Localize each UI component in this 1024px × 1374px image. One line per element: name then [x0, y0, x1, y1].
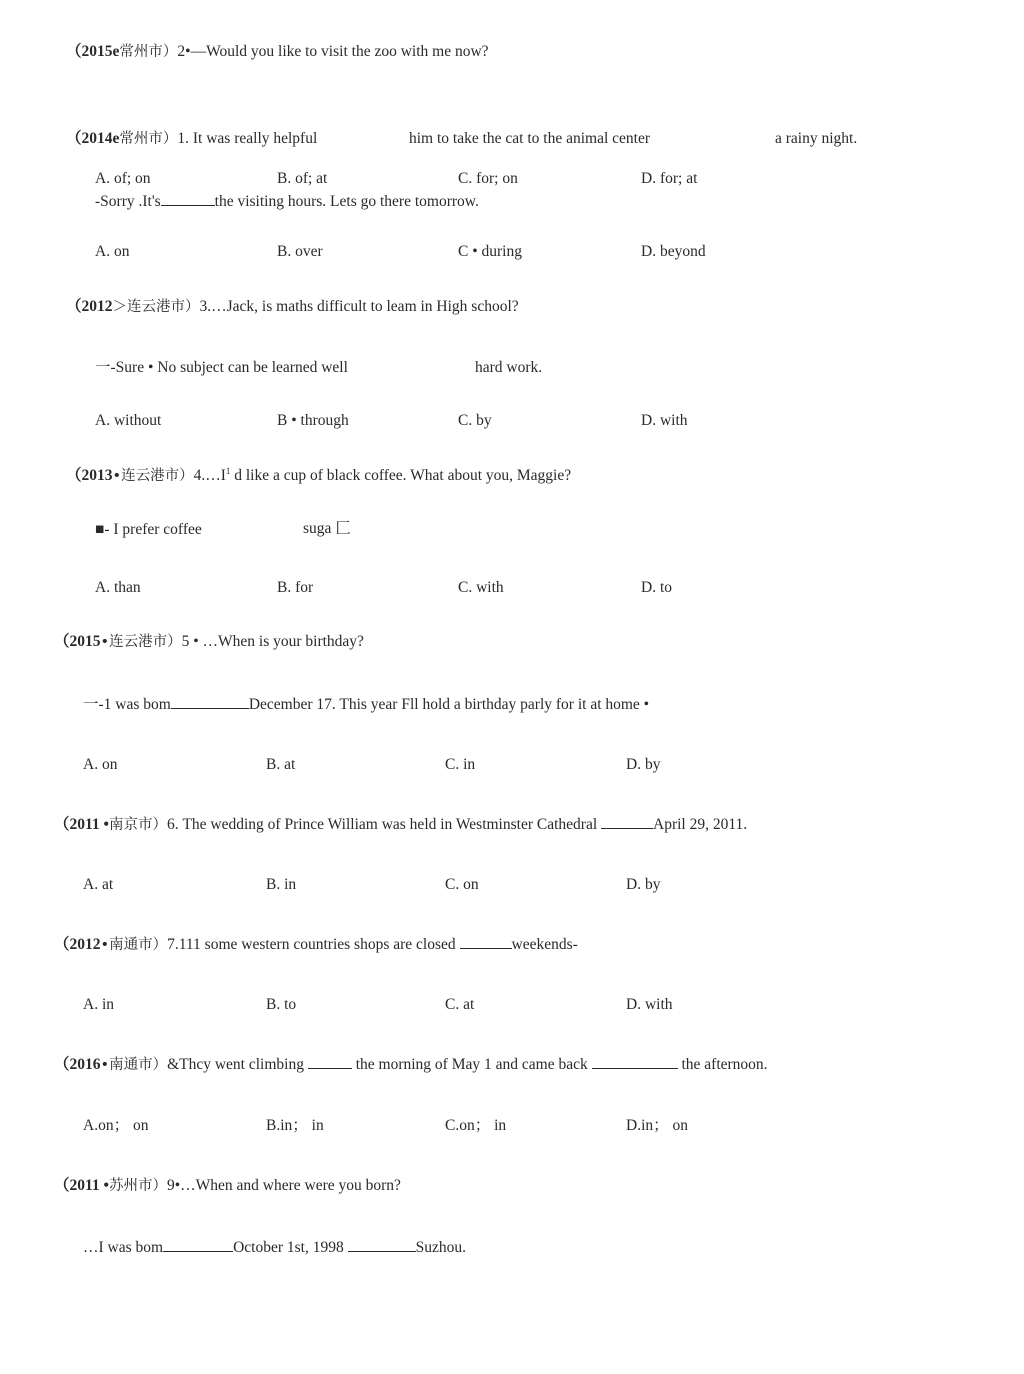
answer-blank [308, 1054, 352, 1069]
answer-blank [601, 814, 653, 829]
question-2-option-d: D. beyond [641, 243, 706, 260]
question-1-stem [66, 129, 317, 148]
answer-blank [171, 694, 249, 709]
question-2-option-c: C • during [458, 243, 522, 260]
question-8-option-c: C.on； in [445, 1117, 507, 1134]
source-year: （2013 [66, 467, 113, 485]
question-5-option-b: B. at [266, 756, 296, 773]
reply-text-a: -Sorry .It's [95, 193, 161, 210]
question-5-stem [54, 632, 364, 651]
question-2-option-a: A. on [95, 243, 130, 260]
question-3-stem [66, 297, 519, 316]
question-8-stem [54, 1054, 768, 1074]
question-2-option-b: B. over [277, 243, 323, 260]
source-city: •南通市） [100, 937, 168, 953]
stem-text-a: 6. The wedding of Prince William was held in Westminster Cathedral [166, 816, 598, 833]
question-5-option-a: A. on [83, 756, 118, 773]
question-6-option-d: D. by [626, 876, 661, 893]
question-9-stem [54, 1176, 401, 1195]
question-6-option-b: B. in [266, 876, 297, 893]
source-year: （2011 • [54, 816, 109, 833]
answer-blank [592, 1054, 678, 1069]
question-1-option-a: A. of; on [95, 170, 151, 187]
question-2-reply [95, 191, 479, 211]
answer-blank [161, 191, 215, 206]
question-1-stem-middle: him to take the cat to the animal center [409, 130, 651, 147]
stem-text-a: 1. It was really helpful [177, 130, 318, 147]
reply-text-a: …I was bom [83, 1239, 164, 1256]
stem-text-b: weekends- [511, 936, 578, 953]
stem-text-c: the afternoon. [681, 1056, 768, 1073]
source-year: （2015e [66, 43, 120, 60]
question-7-option-b: B. to [266, 996, 297, 1013]
question-7-option-c: C. at [445, 996, 475, 1013]
question-2-stem [66, 42, 489, 61]
question-7-option-d: D. with [626, 996, 673, 1013]
stem-text: 5 • …When is your birthday? [181, 633, 364, 650]
reply-text-b: December 17. This year Fll hold a birthday parly for it at home • [248, 696, 650, 713]
question-4-reply-a: ■- I prefer coffee [95, 521, 202, 538]
source-city: 常州市） [119, 44, 178, 60]
question-6-stem [54, 814, 747, 834]
reply-text-b: the visiting hours. Lets go there tomorrow. [214, 193, 479, 210]
source-year: （2015 [54, 633, 101, 650]
reply-text-b: October 1st, 1998 [233, 1239, 344, 1256]
source-year: （2012 [54, 936, 101, 953]
question-1-option-d: D. for; at [641, 170, 698, 187]
question-4-option-d: D. to [641, 579, 672, 596]
source-year: （2012 [66, 298, 113, 315]
question-3-option-a: A. without [95, 412, 162, 429]
answer-blank [348, 1237, 416, 1252]
stem-text-a: &Thcy went climbing [167, 1056, 304, 1073]
reply-text-c: Suzhou. [415, 1239, 466, 1256]
source-city: ＞连云港市） [112, 299, 200, 315]
question-6-option-c: C. on [445, 876, 479, 893]
stem-superscript: 1 [225, 466, 231, 476]
reply-text-a: 一-1 was bom [83, 696, 171, 713]
question-6-option-a: A. at [83, 876, 114, 893]
stem-text: 9•…When and where were you born? [166, 1177, 401, 1194]
question-5-reply [83, 694, 649, 714]
question-5-option-d: D. by [626, 756, 661, 773]
question-4-option-b: B. for [277, 579, 314, 596]
source-year: （2014e [66, 130, 120, 147]
question-1-stem-end: a rainy night. [775, 130, 858, 147]
question-5-option-c: C. in [445, 756, 476, 773]
source-city: 南京市） [108, 817, 167, 833]
source-city: 苏州市） [108, 1178, 167, 1194]
question-1-option-c: C. for; on [458, 170, 518, 187]
source-city: 常州市） [119, 131, 178, 147]
question-4-option-c: C. with [458, 579, 504, 596]
question-8-option-d: D.in； on [626, 1117, 689, 1134]
source-city: •连云港市） [100, 634, 182, 650]
question-3-option-c: C. by [458, 412, 492, 429]
question-7-option-a: A. in [83, 996, 114, 1013]
answer-blank [460, 934, 512, 949]
stem-text-b: April 29, 2011. [653, 816, 748, 833]
stem-text-b: d like a cup of black coffee. What about you, Maggie? [230, 467, 572, 485]
question-9-reply [83, 1237, 466, 1257]
answer-blank [163, 1237, 233, 1252]
question-4-reply-b: suga 匚 [303, 520, 351, 537]
question-3-reply-b: hard work. [475, 359, 543, 376]
stem-text-a: 7.111 some western countries shops are closed [167, 936, 456, 953]
stem-text-a: 4.…I [193, 467, 226, 485]
stem-text-b: the morning of May 1 and came back [355, 1056, 588, 1073]
source-city: •连云港市） [112, 468, 194, 485]
source-city: •南通市） [100, 1057, 168, 1073]
question-4-stem [66, 466, 571, 486]
question-3-option-b: B • through [277, 412, 349, 429]
question-8-option-b: B.in； in [266, 1117, 324, 1134]
question-4-option-a: A. than [95, 579, 141, 596]
source-year: （2016 [54, 1056, 101, 1073]
stem-text: 3.…Jack, is maths difficult to leam in High school? [199, 298, 519, 315]
source-year: （2011 • [54, 1177, 109, 1194]
question-3-option-d: D. with [641, 412, 688, 429]
question-8-option-a: A.on； on [83, 1117, 149, 1134]
question-3-reply-a: 一-Sure • No subject can be learned well [95, 359, 348, 376]
stem-text: 2•—Would you like to visit the zoo with me now? [177, 43, 489, 60]
question-7-stem [54, 934, 578, 954]
question-1-option-b: B. of; at [277, 170, 328, 187]
